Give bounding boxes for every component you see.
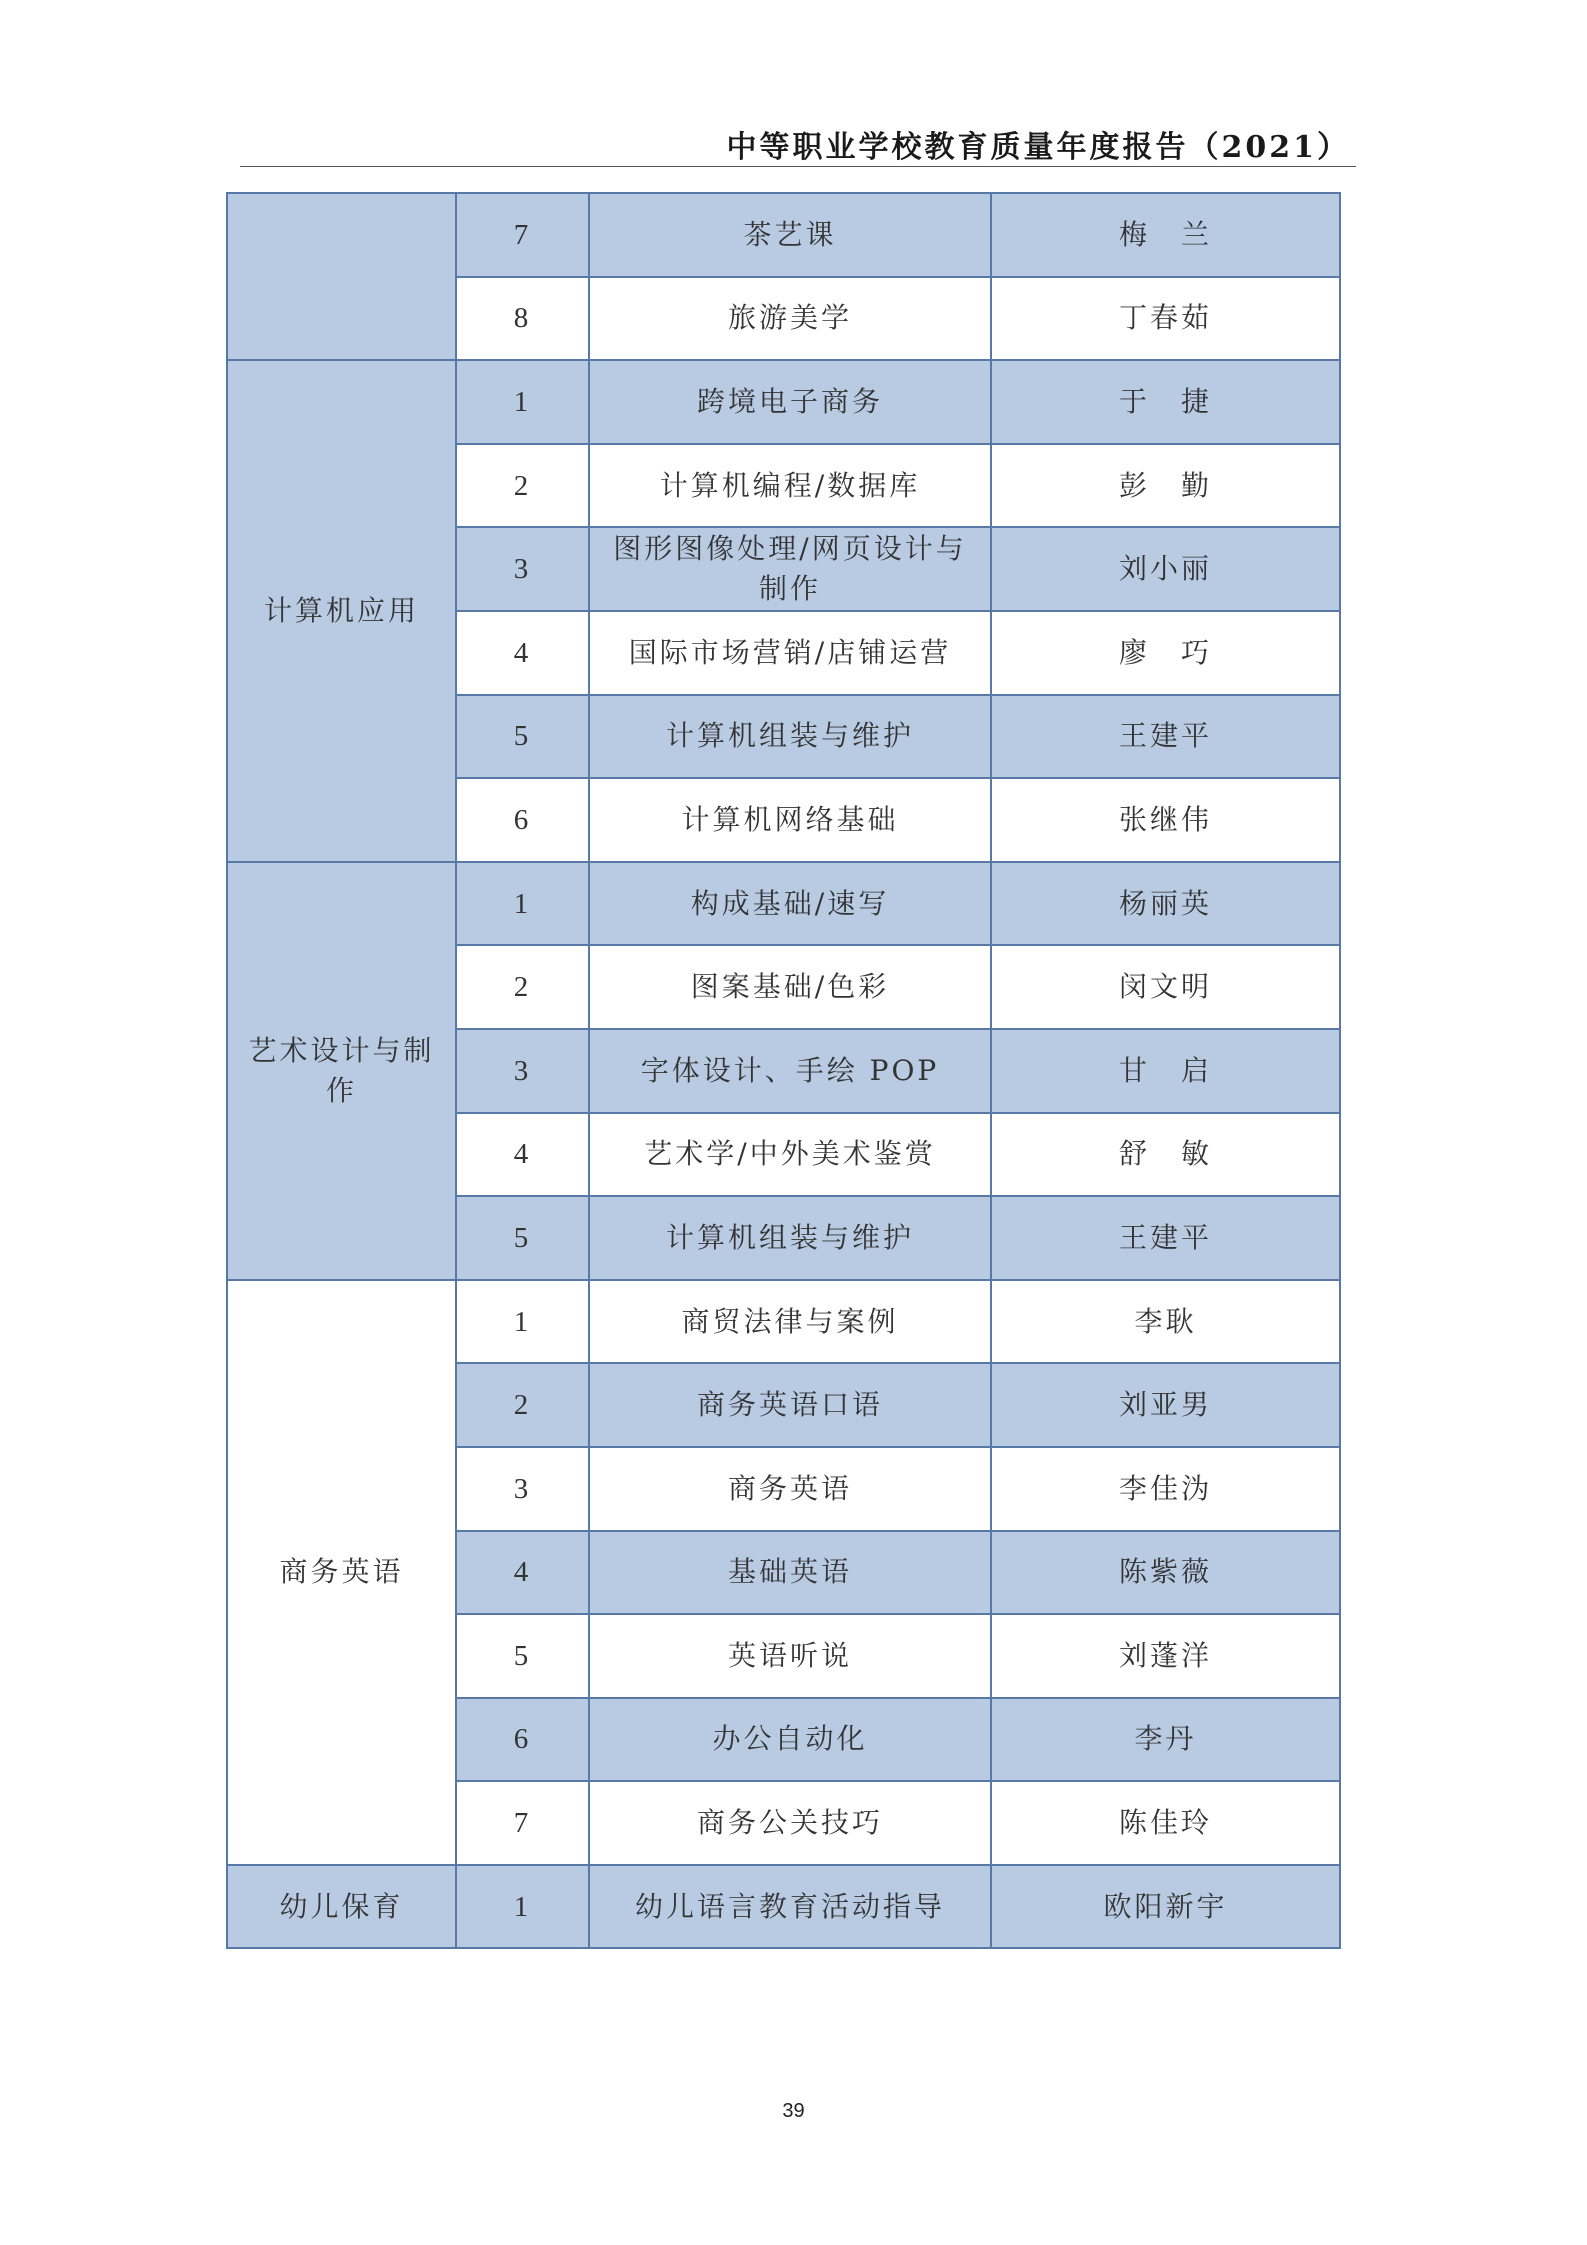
page-header	[240, 118, 1356, 167]
course-number-cell: 7	[456, 193, 589, 277]
course-name-cell: 商贸法律与案例	[589, 1280, 991, 1364]
teacher-name-cell: 欧阳新宇	[991, 1865, 1340, 1949]
table-row	[227, 360, 1340, 444]
teacher-name-cell: 李耿	[991, 1280, 1340, 1364]
course-number-cell: 4	[456, 611, 589, 695]
table-row	[227, 1865, 1340, 1949]
table-row	[227, 193, 1340, 277]
course-name-cell: 图形图像处理/网页设计与制作	[589, 527, 991, 611]
teacher-name-cell: 张继伟	[991, 778, 1340, 862]
teacher-name-cell: 刘亚男	[991, 1363, 1340, 1447]
teacher-name-cell: 杨丽英	[991, 862, 1340, 946]
teacher-name-cell: 廖 巧	[991, 611, 1340, 695]
course-number-cell: 4	[456, 1531, 589, 1615]
major-cell: 商务英语	[227, 1280, 456, 1865]
course-number-cell: 5	[456, 695, 589, 779]
major-cell: 艺术设计与制作	[227, 862, 456, 1280]
course-name-cell: 跨境电子商务	[589, 360, 991, 444]
teacher-name-cell: 王建平	[991, 1196, 1340, 1280]
major-cell: 计算机应用	[227, 360, 456, 862]
course-name-cell: 计算机组装与维护	[589, 695, 991, 779]
course-name-cell: 构成基础/速写	[589, 862, 991, 946]
course-name-cell: 计算机编程/数据库	[589, 444, 991, 528]
teacher-name-cell: 舒 敏	[991, 1113, 1340, 1197]
teacher-name-cell: 彭 勤	[991, 444, 1340, 528]
teacher-name-cell: 刘蓬洋	[991, 1614, 1340, 1698]
teacher-name-cell: 梅 兰	[991, 193, 1340, 277]
teacher-name-cell: 陈紫薇	[991, 1531, 1340, 1615]
course-name-cell: 图案基础/色彩	[589, 945, 991, 1029]
course-number-cell: 6	[456, 1698, 589, 1782]
teacher-name-cell: 李佳沩	[991, 1447, 1340, 1531]
course-number-cell: 2	[456, 1363, 589, 1447]
course-name-cell: 商务公关技巧	[589, 1781, 991, 1865]
course-number-cell: 2	[456, 945, 589, 1029]
course-name-cell: 艺术学/中外美术鉴赏	[589, 1113, 991, 1197]
course-number-cell: 4	[456, 1113, 589, 1197]
course-number-cell: 1	[456, 862, 589, 946]
teacher-name-cell: 丁春茹	[991, 277, 1340, 361]
teacher-name-cell: 甘 启	[991, 1029, 1340, 1113]
course-name-cell: 茶艺课	[589, 193, 991, 277]
course-name-cell: 英语听说	[589, 1614, 991, 1698]
course-name-cell: 商务英语	[589, 1447, 991, 1531]
table-row	[227, 1280, 1340, 1364]
course-number-cell: 6	[456, 778, 589, 862]
course-number-cell: 2	[456, 444, 589, 528]
course-name-cell: 国际市场营销/店铺运营	[589, 611, 991, 695]
course-name-cell: 旅游美学	[589, 277, 991, 361]
table-body	[227, 193, 1340, 1948]
table-row	[227, 862, 1340, 946]
course-number-cell: 1	[456, 360, 589, 444]
course-name-cell: 基础英语	[589, 1531, 991, 1615]
teacher-name-cell: 王建平	[991, 695, 1340, 779]
report-title: 中等职业学校教育质量年度报告（2021）	[726, 130, 1350, 165]
course-number-cell: 5	[456, 1614, 589, 1698]
course-name-cell: 计算机组装与维护	[589, 1196, 991, 1280]
teacher-name-cell: 陈佳玲	[991, 1781, 1340, 1865]
course-number-cell: 1	[456, 1280, 589, 1364]
major-cell: 幼儿保育	[227, 1865, 456, 1949]
course-name-cell: 字体设计、手绘 POP	[589, 1029, 991, 1113]
course-number-cell: 1	[456, 1865, 589, 1949]
teacher-name-cell: 闵文明	[991, 945, 1340, 1029]
course-name-cell: 商务英语口语	[589, 1363, 991, 1447]
course-number-cell: 3	[456, 1447, 589, 1531]
teacher-name-cell: 刘小丽	[991, 527, 1340, 611]
course-number-cell: 8	[456, 277, 589, 361]
teacher-name-cell: 于 捷	[991, 360, 1340, 444]
course-number-cell: 3	[456, 527, 589, 611]
course-name-cell: 计算机网络基础	[589, 778, 991, 862]
course-table	[226, 192, 1341, 1949]
page-number: 39	[782, 2100, 805, 2122]
course-name-cell: 幼儿语言教育活动指导	[589, 1865, 991, 1949]
major-cell	[227, 193, 456, 360]
course-number-cell: 7	[456, 1781, 589, 1865]
course-number-cell: 3	[456, 1029, 589, 1113]
course-name-cell: 办公自动化	[589, 1698, 991, 1782]
teacher-name-cell: 李丹	[991, 1698, 1340, 1782]
course-number-cell: 5	[456, 1196, 589, 1280]
